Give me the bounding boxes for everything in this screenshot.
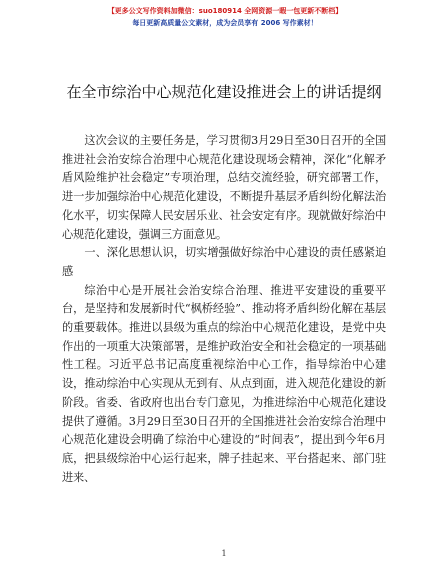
promo-banner-line-2: 每日更新高质量公文素材，成为会员享有 2006 写作素材！ bbox=[132, 19, 318, 27]
section-heading-1: 一、深化思想认识，切实增强做好综治中心建设的责任感紧迫感 bbox=[62, 246, 386, 278]
document-body bbox=[62, 132, 386, 487]
section-1-paragraph: 综治中心是开展社会治安综合治理、推进平安建设的重要平台，是坚持和发展新时代“枫桥经验”、推动将矛盾纠纷化解在基层的重要载体。推进以县级为重点的综治中心规范化建设，是党中央作出的一项重大决策部署，是维护政治安全和社会稳定的一项基础性工程。习近平总书记高度重视综治中心工作，指导综治中心建设，推动综治中心实现从无到有、从点到面，进入规范化建设的新阶段。省委、省政府也出台专门意见，为推进综治中心规范化建设提供了遵循。3月29日至30日召开的全国推进社会治安综合治理中心规范化建设会明确了综治中心建设的“时间表”，提出到今年6月底，把县级综治中心运行起来，牌子挂起来、平台搭起来、部门驻进来、 bbox=[62, 283, 386, 484]
document-title: 在全市综治中心规范化建设推进会上的讲话提纲 bbox=[66, 83, 382, 101]
promo-banner-line-1: 【更多公文写作资料加微信：suo180914 全网资源一暇一包更新不断档】 bbox=[107, 7, 343, 15]
page-number: 1 bbox=[221, 549, 227, 558]
intro-paragraph: 这次会议的主要任务是，学习贯彻3月29日至30日召开的全国推进社会治安综合治理中心规范化建设现场会精神，深化“化解矛盾风险维护社会稳定”专项治理，总结交流经验，研究部署工作，进一步加强综治中心规范化建设，不断提升基层矛盾纠纷化解法治化水平，切实保障人民安居乐业、社会安定有序。现就做好综治中心规范化建设，强调三方面意见。 bbox=[62, 134, 386, 241]
